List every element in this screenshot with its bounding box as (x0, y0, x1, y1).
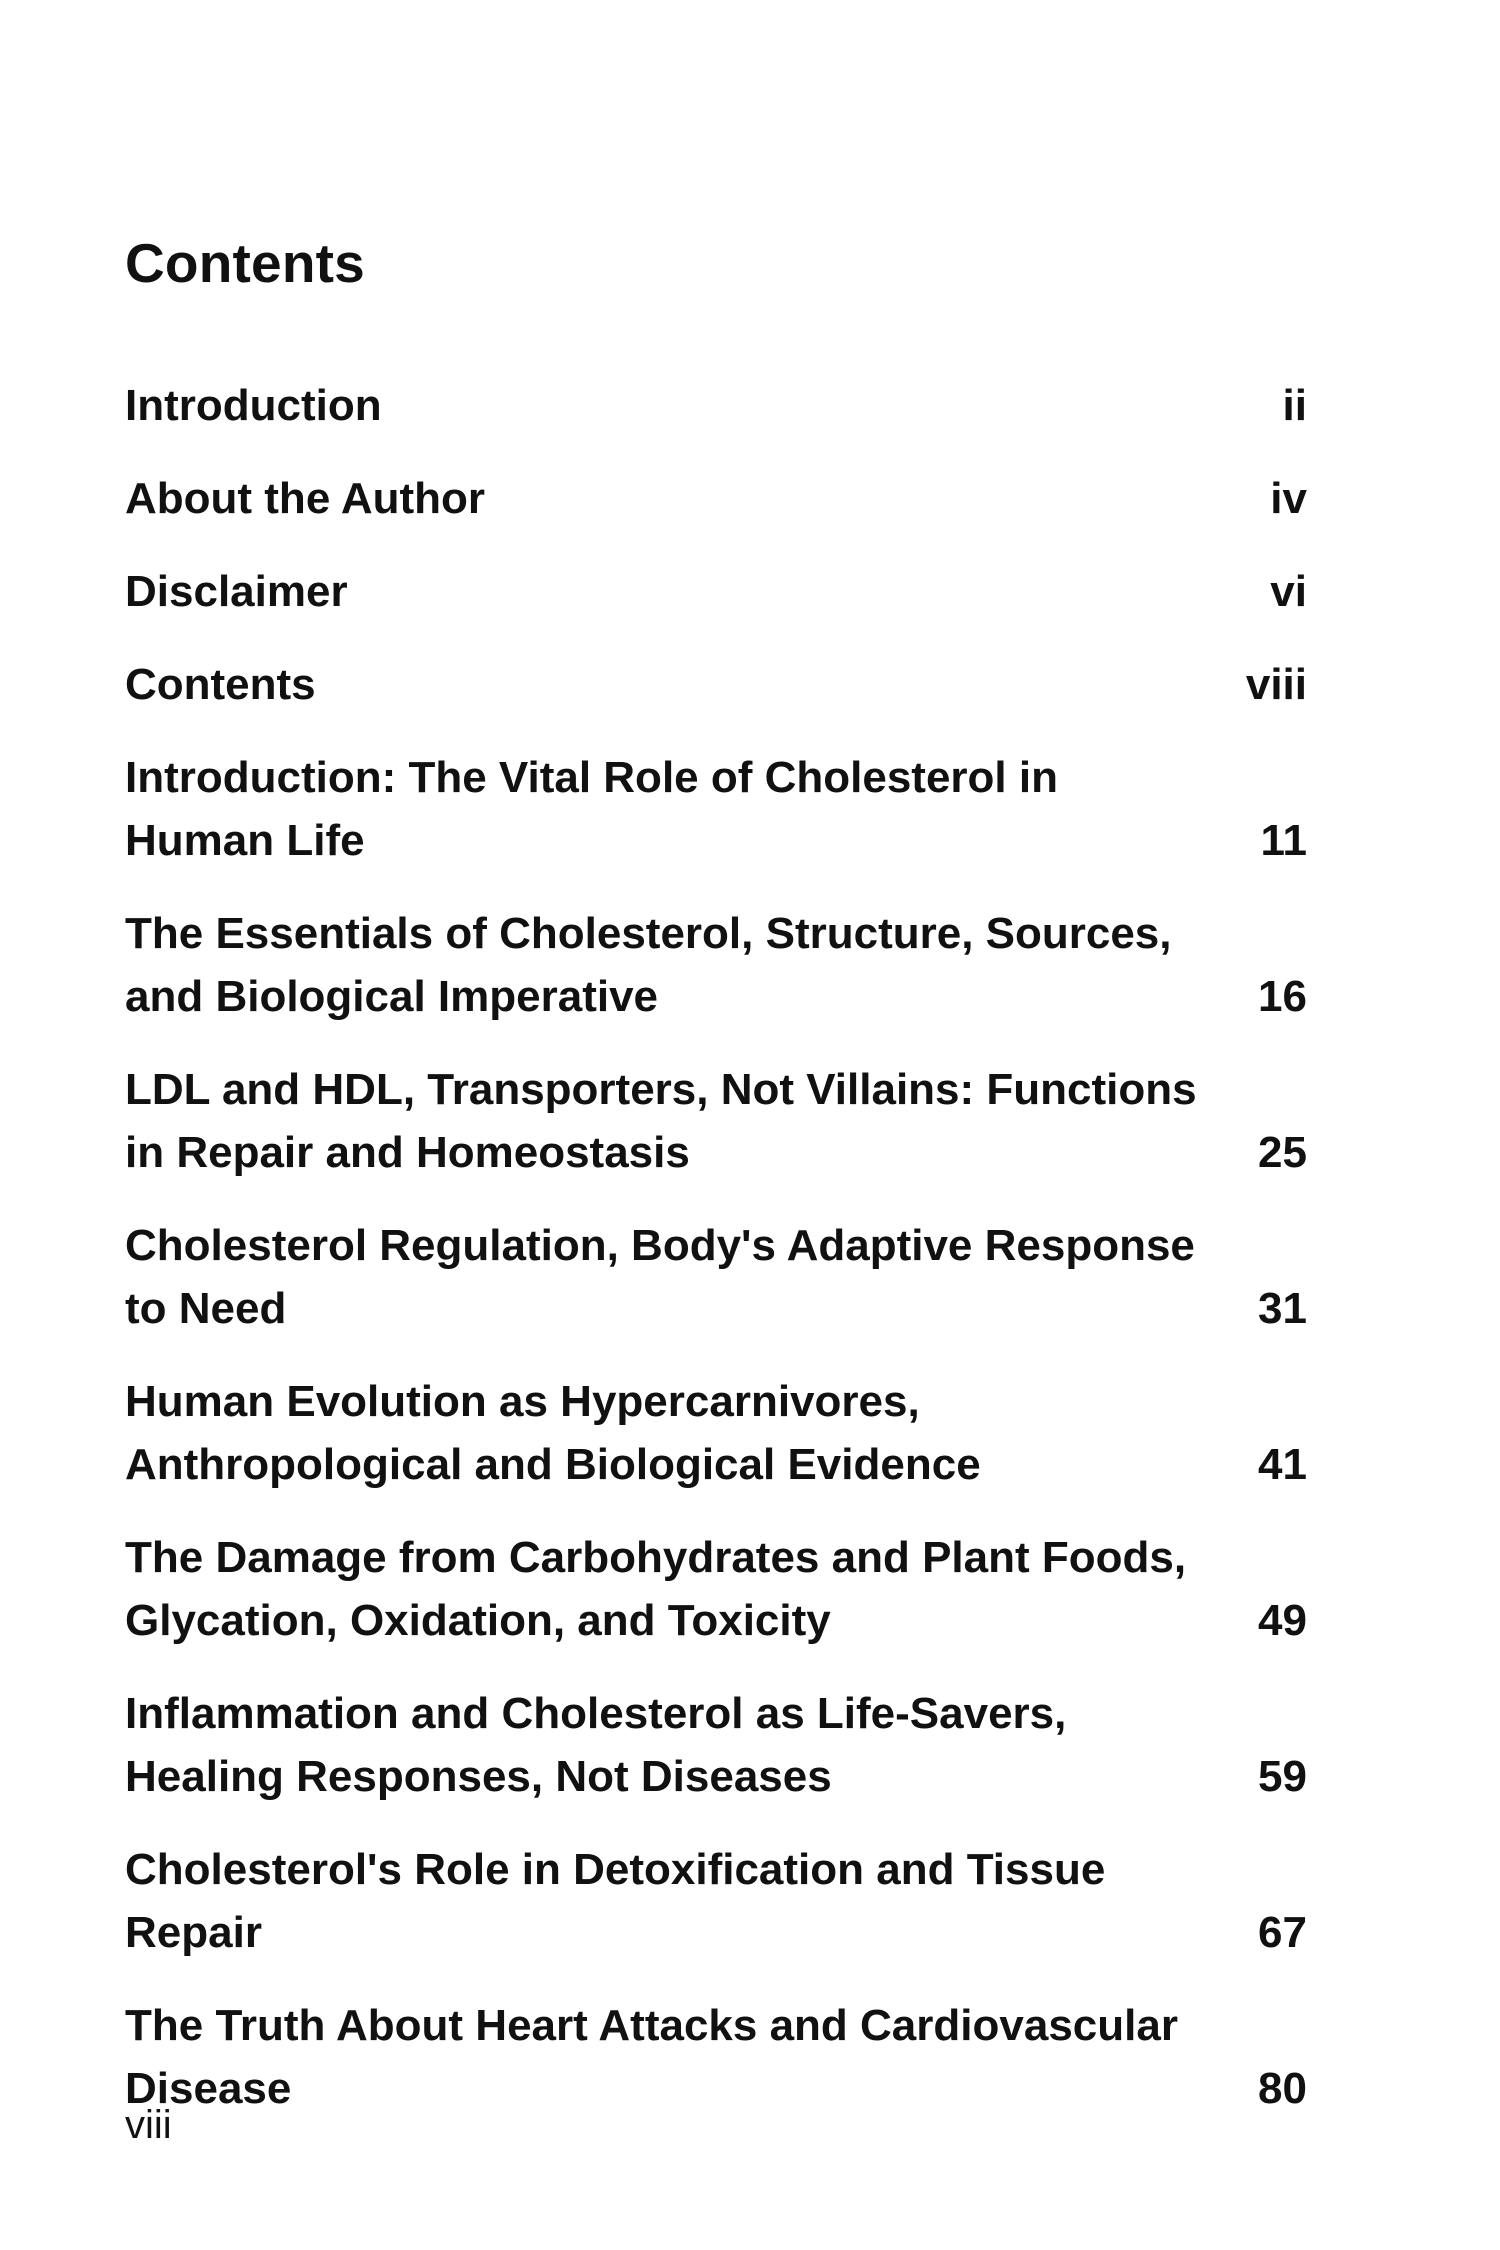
toc-entry-contents[interactable] (125, 653, 1307, 716)
toc-entry-about-the-author[interactable] (125, 467, 1307, 530)
toc-entry-title: Introduction: The Vital Role of Cholesterol in Human Life (125, 753, 1058, 865)
toc-entry-introduction[interactable] (125, 374, 1307, 437)
toc-entry-page-number: vi (1270, 567, 1307, 616)
page-number-footer: viii (125, 2103, 172, 2147)
toc-entry-vital-role-of-cholesterol[interactable] (125, 746, 1307, 872)
toc-entry-title: Introduction (125, 381, 382, 430)
toc-entry-page-number: 41 (1258, 1440, 1307, 1489)
toc-entry-page-number: viii (1245, 660, 1307, 709)
toc-entry-page-number: 59 (1258, 1752, 1307, 1801)
toc-entry-heart-attacks[interactable] (125, 1994, 1307, 2120)
toc-entry-title: Inflammation and Cholesterol as Life-Savers, Healing Responses, Not Diseases (125, 1689, 1067, 1801)
toc-entry-human-evolution[interactable] (125, 1370, 1307, 1496)
page-title: Contents (125, 232, 365, 294)
toc-entry-title: About the Author (125, 474, 486, 523)
toc-entry-title: Disclaimer (125, 567, 348, 616)
toc-entry-disclaimer[interactable] (125, 560, 1307, 623)
toc-entry-page-number: iv (1270, 474, 1307, 523)
toc-entry-page-number: 16 (1258, 972, 1307, 1021)
toc-entry-title: LDL and HDL, Transporters, Not Villains: Functions in Repair and Homeostasis (125, 1065, 1197, 1177)
toc-entry-page-number: 49 (1258, 1596, 1307, 1645)
toc-entry-inflammation-and-cholesterol[interactable] (125, 1682, 1307, 1808)
toc-entry-title: Cholesterol's Role in Detoxification and Tissue Repair (125, 1845, 1106, 1957)
toc-entry-title: Contents (125, 660, 316, 709)
toc-entry-title: Cholesterol Regulation, Body's Adaptive Response to Need (125, 1221, 1195, 1333)
table-of-contents-page (125, 228, 1307, 2128)
toc-entry-title: The Essentials of Cholesterol, Structure, Sources, and Biological Imperative (125, 909, 1172, 1021)
toc-entry-title: The Truth About Heart Attacks and Cardiovascular Disease (125, 2001, 1178, 2113)
toc-entry-detoxification-and-tissue-repair[interactable] (125, 1838, 1307, 1964)
toc-entry-page-number: 25 (1258, 1128, 1307, 1177)
toc-entry-damage-from-carbohydrates[interactable] (125, 1526, 1307, 1652)
toc-entry-page-number: 80 (1258, 2064, 1307, 2113)
toc-entry-page-number: 31 (1258, 1284, 1307, 1333)
toc-entry-title: The Damage from Carbohydrates and Plant Foods, Glycation, Oxidation, and Toxicity (125, 1533, 1187, 1645)
toc-entry-cholesterol-regulation[interactable] (125, 1214, 1307, 1340)
toc-entry-page-number: ii (1282, 381, 1307, 430)
toc-entry-page-number: 11 (1260, 816, 1307, 865)
toc-entry-essentials-of-cholesterol[interactable] (125, 902, 1307, 1028)
toc-entry-page-number: 67 (1258, 1908, 1307, 1957)
toc-entry-title: Human Evolution as Hypercarnivores, Anthropological and Biological Evidence (125, 1377, 981, 1489)
toc-entry-ldl-and-hdl[interactable] (125, 1058, 1307, 1184)
